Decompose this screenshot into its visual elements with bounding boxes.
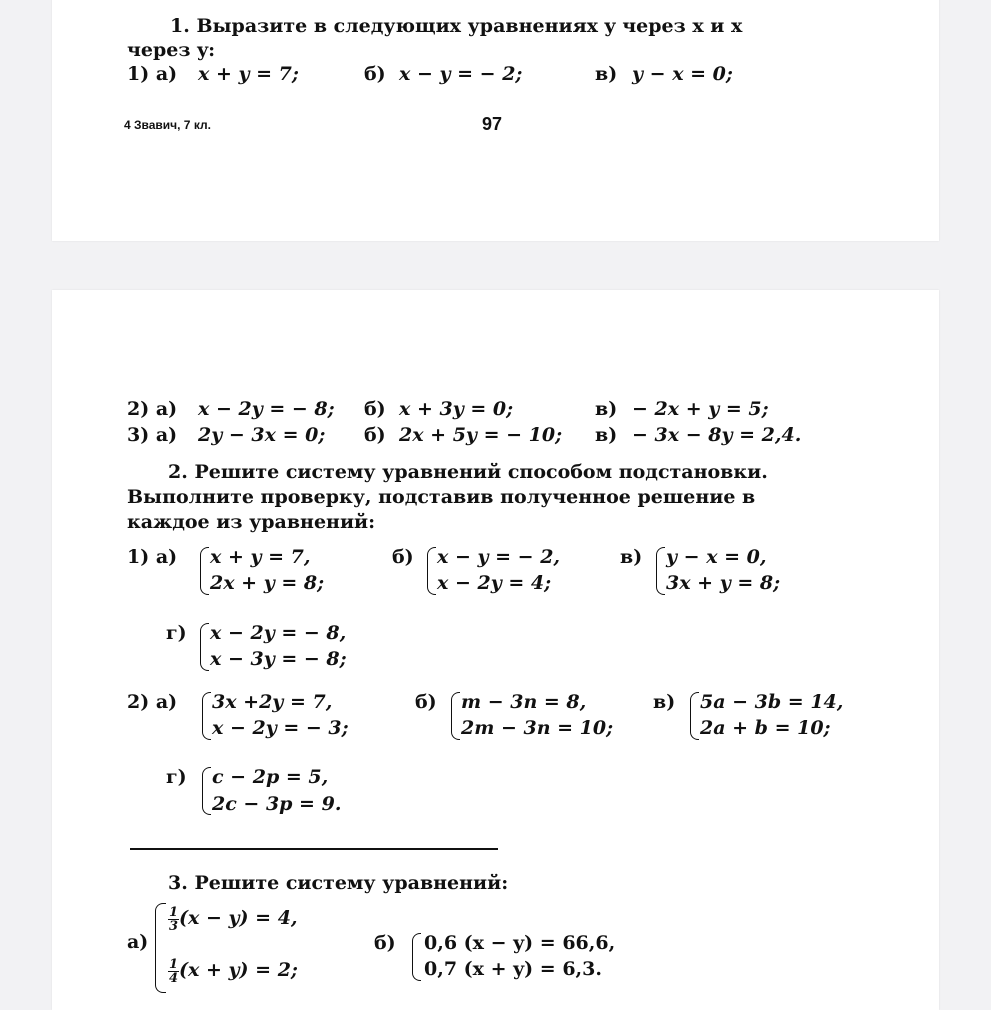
system-3b-label: б) [374,932,396,954]
task1-row2-c: − 2x + y = 5; [632,398,769,420]
system-1c-eq2: 3x + y = 8; [666,572,781,594]
system-brace [202,692,211,740]
system-2d-eq2: 2c − 3p = 9. [212,793,342,815]
system-1a-label: 1) а) [127,546,178,568]
system-2a-label: 2) а) [127,691,178,713]
task1-row1-a: x + y = 7; [198,63,299,85]
system-1c-label: в) [620,546,643,568]
task1-row3-num: 3) а) [127,424,178,446]
system-2a-eq2: x − 2y = − 3; [212,717,349,739]
textbook-page-top [52,0,939,241]
task1-row2-b: x + 3y = 0; [399,398,514,420]
task1-row2-c-label: в) [595,398,618,420]
task1-row3-b: 2x + 5y = − 10; [399,424,563,446]
task1-title-cont: через y: [127,39,216,61]
system-2c-eq2: 2a + b = 10; [700,717,831,739]
system-2d-eq1: c − 2p = 5, [212,766,329,788]
system-brace [200,547,209,595]
system-1b-eq1: x − y = − 2, [437,546,561,568]
task1-title: 1. Выразите в следующих уравнениях y через x и x [170,15,743,37]
task3-title: 3. Решите систему уравнений: [168,872,509,894]
textbook-page-bottom [52,290,939,1010]
task1-row1-c: y − x = 0; [632,63,733,85]
system-3b-eq2: 0,7 (x + y) = 6,3. [424,958,602,980]
system-brace [690,692,699,740]
task1-row3-c: − 3x − 8y = 2,4. [632,424,802,446]
system-3a-label: а) [127,931,149,953]
system-2a-eq1: 3x +2y = 7, [212,691,333,713]
system-1d-eq1: x − 2y = − 8, [210,622,347,644]
system-1d-label: г) [166,622,187,644]
system-1a-eq2: 2x + y = 8; [210,572,325,594]
system-1b-label: б) [392,546,414,568]
task1-row2-a: x − 2y = − 8; [198,398,335,420]
system-1d-eq2: x − 3y = − 8; [210,648,347,670]
task1-row1-num: 1) а) [127,63,178,85]
system-3a-eq1: (x − y) = 4, [179,907,298,929]
system-3a-eq2-row [168,954,298,986]
task2-title: 2. Решите систему уравнений способом подстановки. [168,461,768,483]
system-3b-eq1: 0,6 (x − y) = 66,6, [424,932,616,954]
page-number: 97 [482,114,503,134]
task1-row1-b: x − y = − 2; [399,63,523,85]
system-brace [155,903,166,993]
system-brace [200,623,209,671]
task1-row1-c-label: в) [595,63,618,85]
system-2b-eq2: 2m − 3n = 10; [461,717,614,739]
system-brace [412,933,421,981]
system-brace [656,547,665,595]
task1-row2-num: 2) а) [127,398,178,420]
system-2c-eq1: 5a − 3b = 14, [700,691,844,713]
task1-row3-a: 2y − 3x = 0; [198,424,326,446]
fraction-numerator: 1 [169,956,179,972]
task2-line3: каждое из уравнений: [127,511,376,533]
section-divider [130,848,498,850]
fraction-one-third [168,906,179,933]
system-2c-label: в) [653,691,676,713]
system-brace [427,547,436,595]
fraction-denominator: 4 [169,970,179,986]
system-2d-label: г) [166,766,187,788]
fraction-denominator: 3 [169,918,179,934]
system-2b-eq1: m − 3n = 8, [461,691,587,713]
system-3a-eq1-row [168,902,298,934]
footer-signature: 4 Звавич, 7 кл. [124,118,211,132]
system-brace [451,692,460,740]
system-brace [202,767,211,815]
task1-row2-b-label: б) [364,398,386,420]
task1-row3-c-label: в) [595,424,618,446]
task1-row1-b-label: б) [364,63,386,85]
system-1a-eq1: x + y = 7, [210,546,311,568]
task2-line2: Выполните проверку, подставив полученное решение в [127,486,756,508]
system-3a-eq2: (x + y) = 2; [179,959,298,981]
task1-row3-b-label: б) [364,424,386,446]
system-1b-eq2: x − 2y = 4; [437,572,552,594]
fraction-one-quarter [168,958,179,985]
system-2b-label: б) [415,691,437,713]
system-1c-eq1: y − x = 0, [666,546,767,568]
fraction-numerator: 1 [169,904,179,920]
